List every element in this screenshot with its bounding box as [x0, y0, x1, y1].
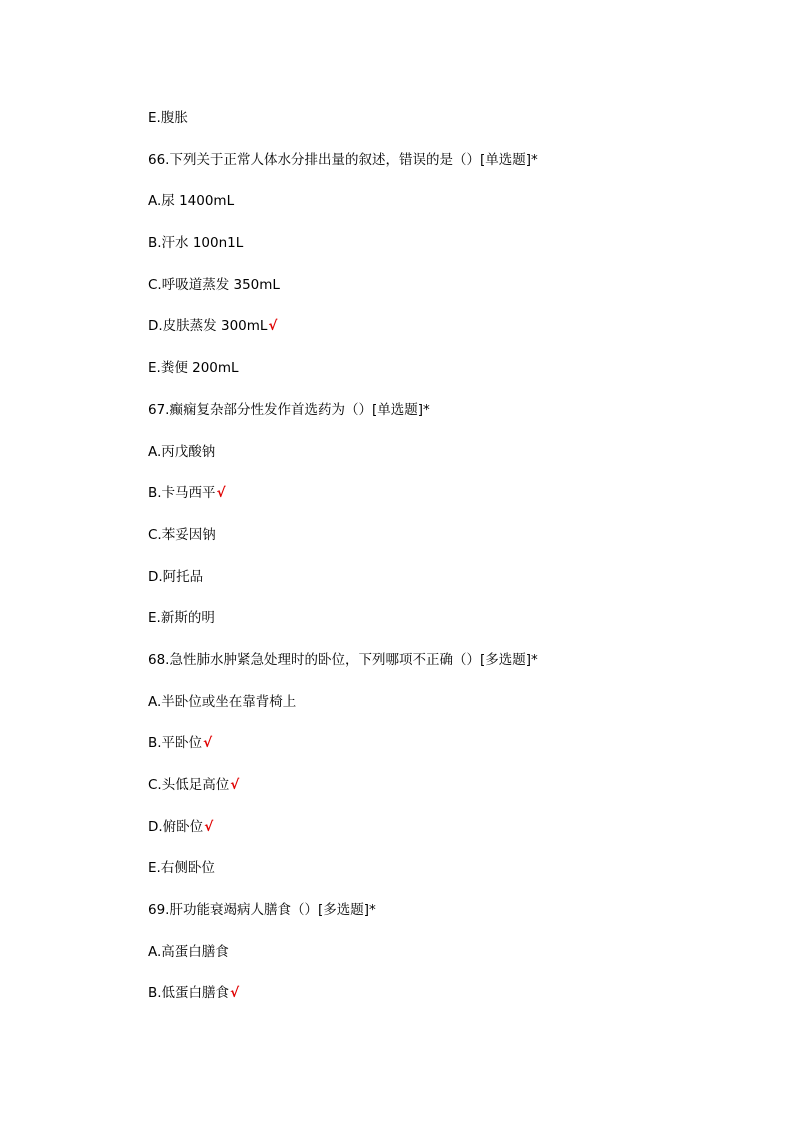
- option-line: [148, 941, 538, 983]
- line-text: C.头低足高位: [148, 777, 230, 793]
- option-line: [148, 982, 538, 1024]
- line-text: A.高蛋白膳食: [148, 943, 229, 960]
- line-text: B.卡马西平: [148, 485, 216, 502]
- line-text: 69.肝功能衰竭病人膳食（）[多选题]*: [148, 902, 376, 919]
- correct-check-mark: √: [230, 777, 240, 793]
- option-line: [148, 315, 538, 357]
- option-line: [148, 441, 538, 483]
- line-text: C.苯妥因钠: [148, 526, 216, 543]
- line-text: E.腹胀: [148, 110, 188, 126]
- line-text: 66.下列关于正常人体水分排出量的叙述，错误的是（）[单选题]*: [148, 151, 538, 168]
- correct-check-mark: √: [230, 985, 240, 1002]
- correct-check-mark: √: [216, 485, 226, 502]
- question-line: [148, 399, 538, 441]
- correct-check-mark: √: [204, 818, 214, 835]
- option-line: [148, 482, 538, 524]
- line-text: E.右侧卧位: [148, 860, 215, 877]
- line-text: E.粪便 200mL: [148, 360, 239, 377]
- line-text: A.丙戊酸钠: [148, 443, 216, 460]
- line-text: 68.急性肺水肿紧急处理时的卧位，下列哪项不正确（）[多选题]*: [148, 651, 538, 668]
- line-text: D.皮肤蒸发 300mL: [148, 318, 268, 335]
- correct-check-mark: √: [268, 318, 278, 335]
- line-text: D.阿托品: [148, 568, 204, 585]
- option-line: [148, 732, 538, 774]
- line-text: C.呼吸道蒸发 350mL: [148, 276, 280, 293]
- option-line: [148, 816, 538, 858]
- line-text: A.半卧位或坐在靠背椅上: [148, 693, 297, 710]
- option-line: [148, 857, 538, 899]
- question-list: [148, 107, 538, 1024]
- correct-check-mark: √: [203, 735, 213, 752]
- line-text: B.汗水 100n1L: [148, 235, 244, 252]
- option-line: [148, 691, 538, 733]
- option-line: [148, 566, 538, 608]
- option-line: [148, 190, 538, 232]
- option-line: [148, 774, 538, 816]
- option-line: [148, 357, 538, 399]
- option-line: [148, 107, 538, 149]
- option-line: [148, 274, 538, 316]
- line-text: D.俯卧位: [148, 818, 204, 835]
- line-text: 67.癫痫复杂部分性发作首选药为（）[单选题]*: [148, 401, 430, 418]
- line-text: B.低蛋白膳食: [148, 985, 230, 1002]
- option-line: [148, 232, 538, 274]
- line-text: A.尿 1400mL: [148, 193, 235, 210]
- question-line: [148, 149, 538, 191]
- line-text: B.平卧位: [148, 735, 203, 752]
- line-text: E.新斯的明: [148, 610, 215, 627]
- question-line: [148, 649, 538, 691]
- question-line: [148, 899, 538, 941]
- option-line: [148, 607, 538, 649]
- option-line: [148, 524, 538, 566]
